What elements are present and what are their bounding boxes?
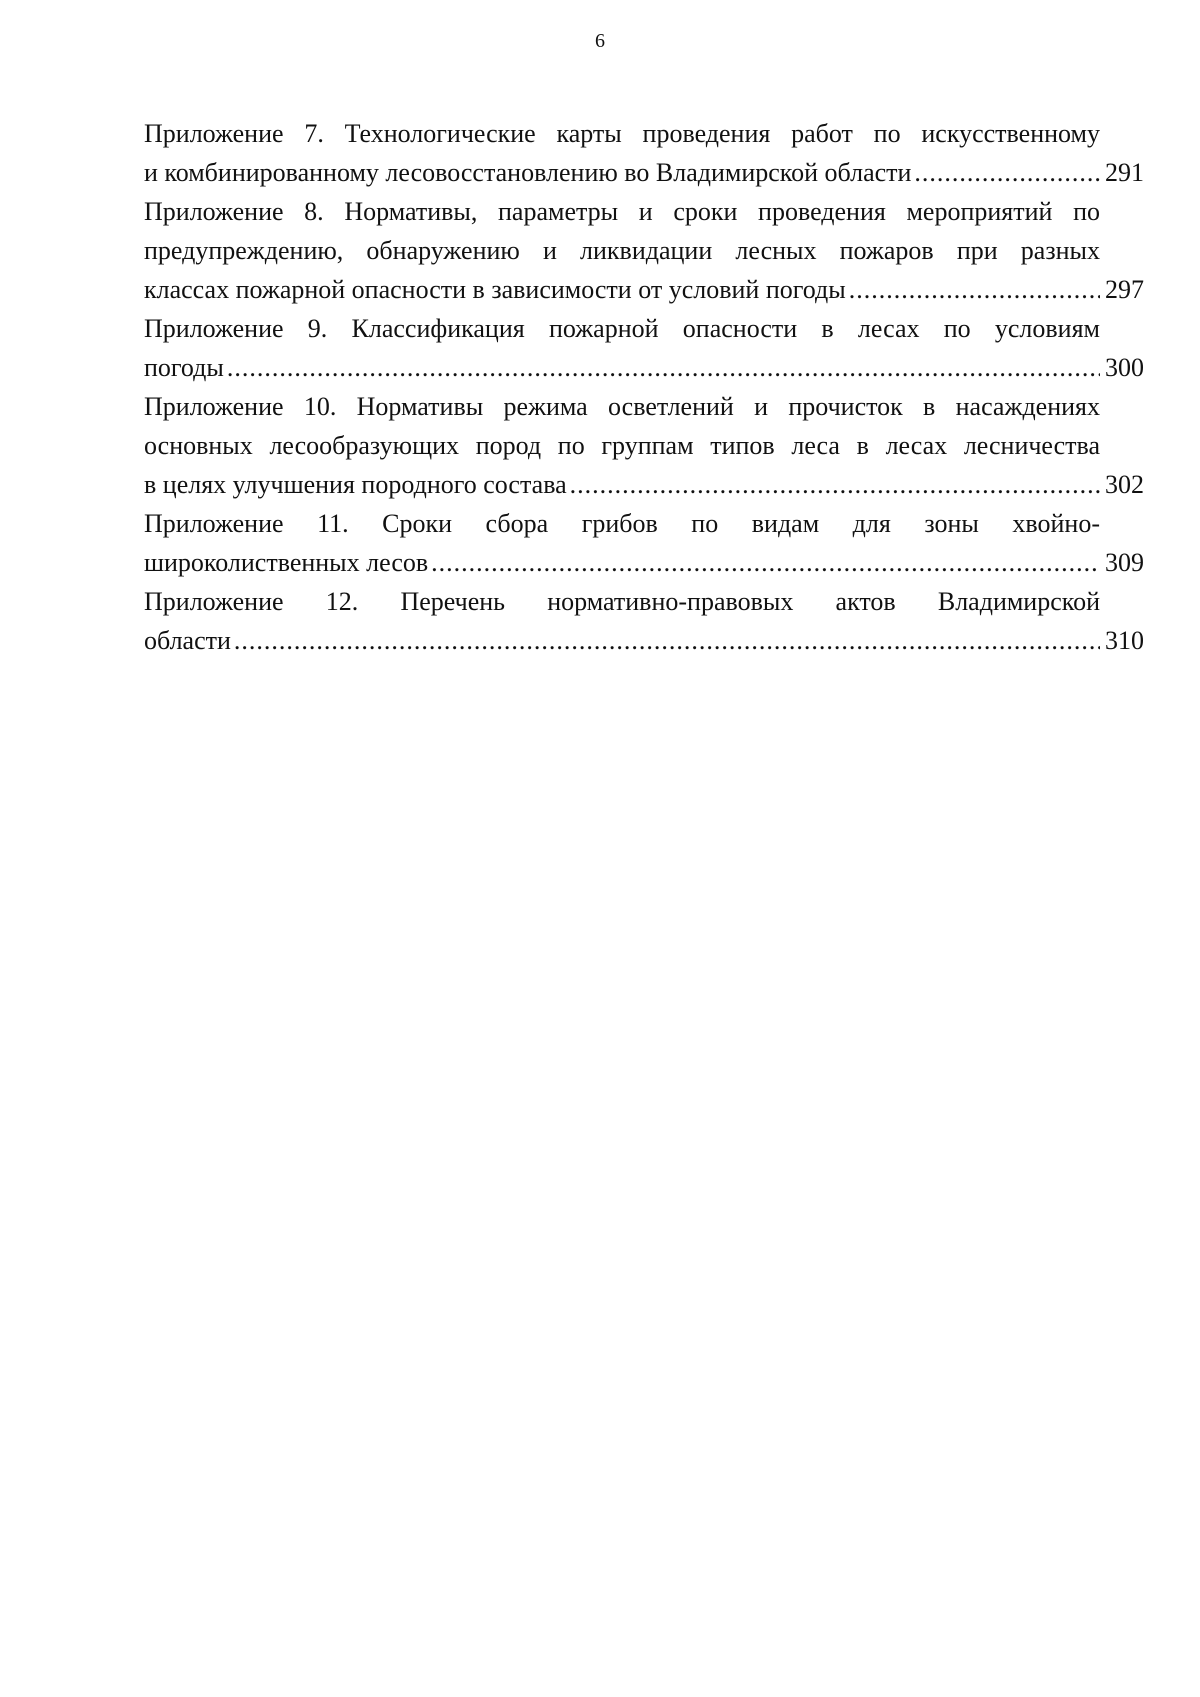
toc-entry-last-line [144, 465, 1144, 504]
toc-page-number: 297 [1105, 275, 1144, 304]
toc-entry-line: Приложение 10. Нормативы режима осветлений и прочисток в насаждениях [144, 392, 1100, 421]
toc-entry-last-line [144, 621, 1144, 660]
dot-leader [428, 543, 1100, 582]
toc-entry-line: Приложение 8. Нормативы, параметры и сроки проведения мероприятий по [144, 197, 1100, 226]
toc-entry-appendix-11[interactable] [144, 504, 1144, 582]
toc-entry-line: Приложение 12. Перечень нормативно-правовых актов Владимирской [144, 587, 1100, 616]
toc-page-number: 309 [1105, 548, 1144, 577]
toc-entry-last-line [144, 348, 1144, 387]
dot-leader [911, 153, 1100, 192]
toc-entry-appendix-10[interactable] [144, 387, 1144, 504]
toc-entry-appendix-8[interactable] [144, 192, 1144, 309]
toc-page-number: 310 [1105, 626, 1144, 655]
toc-entry-last-line [144, 270, 1144, 309]
dot-leader [224, 348, 1100, 387]
toc-entry-appendix-7[interactable] [144, 114, 1144, 192]
page-number: 6 [595, 30, 605, 52]
toc-page-number: 291 [1105, 158, 1144, 187]
toc-entry-appendix-12[interactable] [144, 582, 1144, 660]
toc-entry-line: основных лесообразующих пород по группам типов леса в лесах лесничества [144, 431, 1100, 460]
toc-entry-line: предупреждению, обнаружению и ликвидации лесных пожаров при разных [144, 236, 1100, 265]
toc-page-number: 300 [1105, 353, 1144, 382]
toc-entry-text: области [144, 626, 231, 655]
toc-entry-line: Приложение 9. Классификация пожарной опасности в лесах по условиям [144, 314, 1100, 343]
toc-entry-last-line [144, 543, 1144, 582]
dot-leader [567, 465, 1100, 504]
dot-leader [231, 621, 1100, 660]
toc-page-number: 302 [1105, 470, 1144, 499]
toc-entry-line: Приложение 7. Технологические карты проведения работ по искусственному [144, 119, 1100, 148]
toc-entry-text: классах пожарной опасности в зависимости от условий погоды [144, 275, 846, 304]
toc-entry-text: широколиственных лесов [144, 548, 429, 577]
toc-entry-text: погоды [144, 353, 224, 382]
toc-entry-appendix-9[interactable] [144, 309, 1144, 387]
toc-entry-line: Приложение 11. Сроки сбора грибов по видам для зоны хвойно- [144, 509, 1100, 538]
toc-entry-text: в целях улучшения породного состава [144, 470, 567, 499]
toc-entry-text: и комбинированному лесовосстановлению во Владимирской области [144, 158, 912, 187]
table-of-contents [144, 114, 1144, 660]
toc-entry-last-line [144, 153, 1144, 192]
dot-leader [846, 270, 1100, 309]
